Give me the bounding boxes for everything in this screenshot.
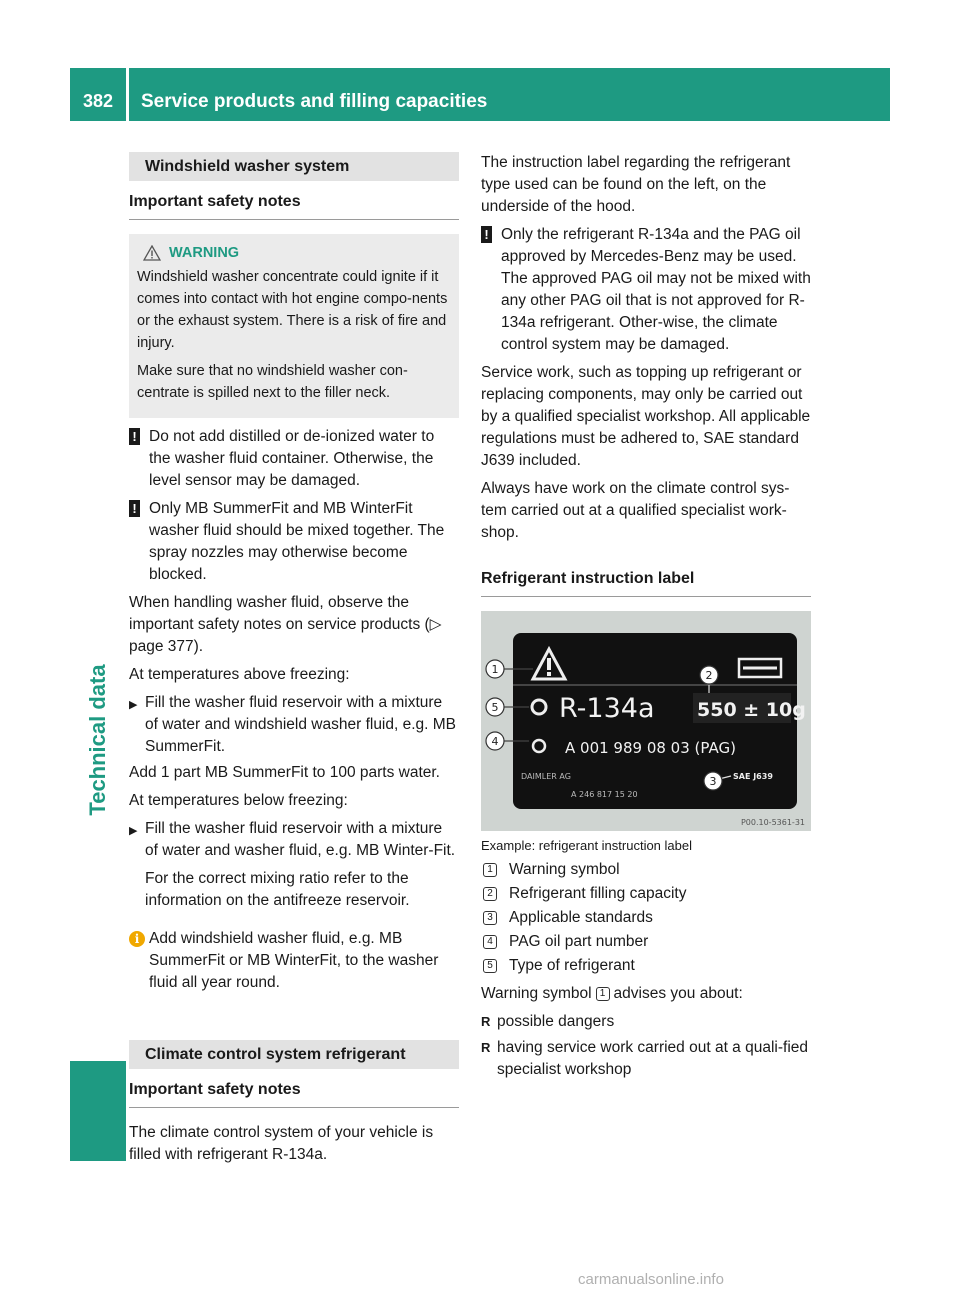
legend-text: Refrigerant filling capacity <box>509 885 687 902</box>
step-text: Fill the washer fluid reservoir with a mixture of water and windshield washer fluid, e.g. MB SummerFit. <box>145 694 457 755</box>
bullet-mark: R <box>481 1014 491 1029</box>
number-marker: 1 <box>596 987 610 1001</box>
note-pag-oil <box>481 224 811 356</box>
legend-item <box>481 931 811 953</box>
paragraph-label-location: The instruction label regarding the refrigerant type used can be found on the left, on the underside of the hood. <box>481 154 791 215</box>
paragraph-mix-ratio: Add 1 part MB SummerFit to 100 parts water. <box>129 764 440 781</box>
callout-4 <box>486 732 504 750</box>
refrigerant-label-drawing <box>481 611 811 831</box>
subheading-label: Refrigerant instruction label <box>481 558 811 597</box>
callout-5 <box>486 698 504 716</box>
svg-text:1: 1 <box>491 663 499 676</box>
note-distilled-water <box>129 426 459 492</box>
svg-text:2: 2 <box>705 669 713 682</box>
svg-text:4: 4 <box>491 735 499 748</box>
subheading-safety-2: Important safety notes <box>129 1069 459 1108</box>
note-text: Only the refrigerant R-134a and the PAG oil approved by Mercedes-Benz may be used. The approved PAG oil may not be mixed with any other PAG oil that is not approved for R-134a refrigerant. Other-wise, the climate control system may be damaged. <box>501 226 811 353</box>
bullet-list <box>481 1011 811 1081</box>
left-column <box>129 152 459 1172</box>
legend-item <box>481 955 811 977</box>
number-marker: 1 <box>483 863 497 877</box>
bullet-item <box>481 1011 811 1033</box>
label-code-text: A 246 817 15 20 <box>571 790 638 799</box>
label-maker-text: DAIMLER AG <box>521 772 571 781</box>
exclamation-icon: ! <box>481 226 492 243</box>
exclamation-icon: ! <box>129 428 140 445</box>
paragraph-refrigerant: The climate control system of your vehicle is filled with refrigerant R-134a. <box>129 1124 434 1163</box>
svg-text:5: 5 <box>491 701 499 714</box>
legend-text: Applicable standards <box>509 909 653 926</box>
legend-item <box>481 907 811 929</box>
legend-text: Type of refrigerant <box>509 957 635 974</box>
legend-item <box>481 859 811 881</box>
step-text: Fill the washer fluid reservoir with a mixture of water and washer fluid, e.g. MB Winter-Fit. <box>145 820 456 859</box>
label-refrigerant-text: R-134a <box>559 693 655 724</box>
note-text: Do not add distilled or de-ionized water to the washer fluid container. Otherwise, the level sensor may be damaged. <box>149 428 435 489</box>
page-title: Service products and filling capacities <box>129 68 890 121</box>
legend-list <box>481 859 811 977</box>
side-tab-label: Technical data <box>85 664 110 816</box>
svg-text:3: 3 <box>709 775 717 788</box>
note-text: Only MB SummerFit and MB WinterFit washer fluid should be mixed together. The spray nozzles may otherwise become blocked. <box>149 500 445 583</box>
section-title-refrigerant: Climate control system refrigerant <box>129 1040 459 1069</box>
paragraph-always: Always have work on the climate control sys-tem carried out at a qualified specialist work-shop. <box>481 480 790 541</box>
paragraph-above-freezing: At temperatures above freezing: <box>129 666 350 683</box>
label-capacity-text: 550 ± 10g <box>697 699 806 721</box>
warning-label: WARNING <box>169 245 240 261</box>
subheading-safety-1: Important safety notes <box>129 181 459 220</box>
bullet-text: possible dangers <box>497 1013 615 1030</box>
warning-box <box>129 234 459 418</box>
paragraph-warning-symbol: Warning symbol 1 advises you about: <box>481 985 743 1002</box>
paragraph-below-freezing: At temperatures below freezing: <box>129 792 348 809</box>
label-part-text: A 001 989 08 03 (PAG) <box>565 739 736 757</box>
figure-caption: Example: refrigerant instruction label <box>481 838 692 853</box>
figure-id: P00.10-5361-31 <box>740 818 805 827</box>
paragraph-handling: When handling washer fluid, observe the important safety notes on service products (▷ page 377). <box>129 594 442 655</box>
bullet-item <box>481 1037 811 1081</box>
bullet-mark: R <box>481 1040 491 1055</box>
warning-text-2: Make sure that no windshield washer con-centrate is spilled next to the filler neck. <box>137 363 408 401</box>
info-note <box>129 928 459 994</box>
number-marker: 2 <box>483 887 497 901</box>
right-column <box>481 152 811 1085</box>
page-number: 382 <box>70 68 126 121</box>
callout-3 <box>704 772 722 790</box>
step-fill-summer <box>129 692 459 758</box>
label-standard-text: SAE J639 <box>733 772 773 781</box>
side-tab-block <box>70 1061 126 1161</box>
info-icon: i <box>129 931 145 947</box>
paragraph-service-work: Service work, such as topping up refrigerant or replacing components, may only be carried out by a qualified specialist workshop. All applicable regulations must be adhered to, SAE standard J639 included. <box>481 364 811 469</box>
callout-2 <box>700 666 718 684</box>
number-marker: 5 <box>483 959 497 973</box>
side-tab <box>78 620 118 860</box>
step-extra-text: For the correct mixing ratio refer to the information on the antifreeze reservoir. <box>145 870 410 909</box>
refrigerant-label-figure <box>481 611 811 831</box>
bullet-text: having service work carried out at a quali-fied specialist workshop <box>497 1039 809 1078</box>
warning-text-1: Windshield washer concentrate could ignite if it comes into contact with hot engine compo-nents or the exhaust system. There is a risk of fire and injury. <box>137 269 448 351</box>
warning-title <box>137 242 449 264</box>
exclamation-icon: ! <box>129 500 140 517</box>
note-summerfit-winterfit <box>129 498 459 586</box>
step-arrow-icon: ▶ <box>129 699 138 711</box>
callout-1 <box>486 660 504 678</box>
watermark: carmanualsonline.info <box>578 1271 724 1288</box>
step-fill-winter <box>129 818 459 918</box>
info-text: Add windshield washer fluid, e.g. MB SummerFit or MB WinterFit, to the washer fluid all year round. <box>149 930 439 991</box>
section-title-washer: Windshield washer system <box>129 152 459 181</box>
legend-text: PAG oil part number <box>509 933 649 950</box>
number-marker: 4 <box>483 935 497 949</box>
legend-item <box>481 883 811 905</box>
warning-triangle-icon <box>143 245 161 261</box>
number-marker: 3 <box>483 911 497 925</box>
legend-text: Warning symbol <box>509 861 620 878</box>
step-arrow-icon: ▶ <box>129 825 138 837</box>
